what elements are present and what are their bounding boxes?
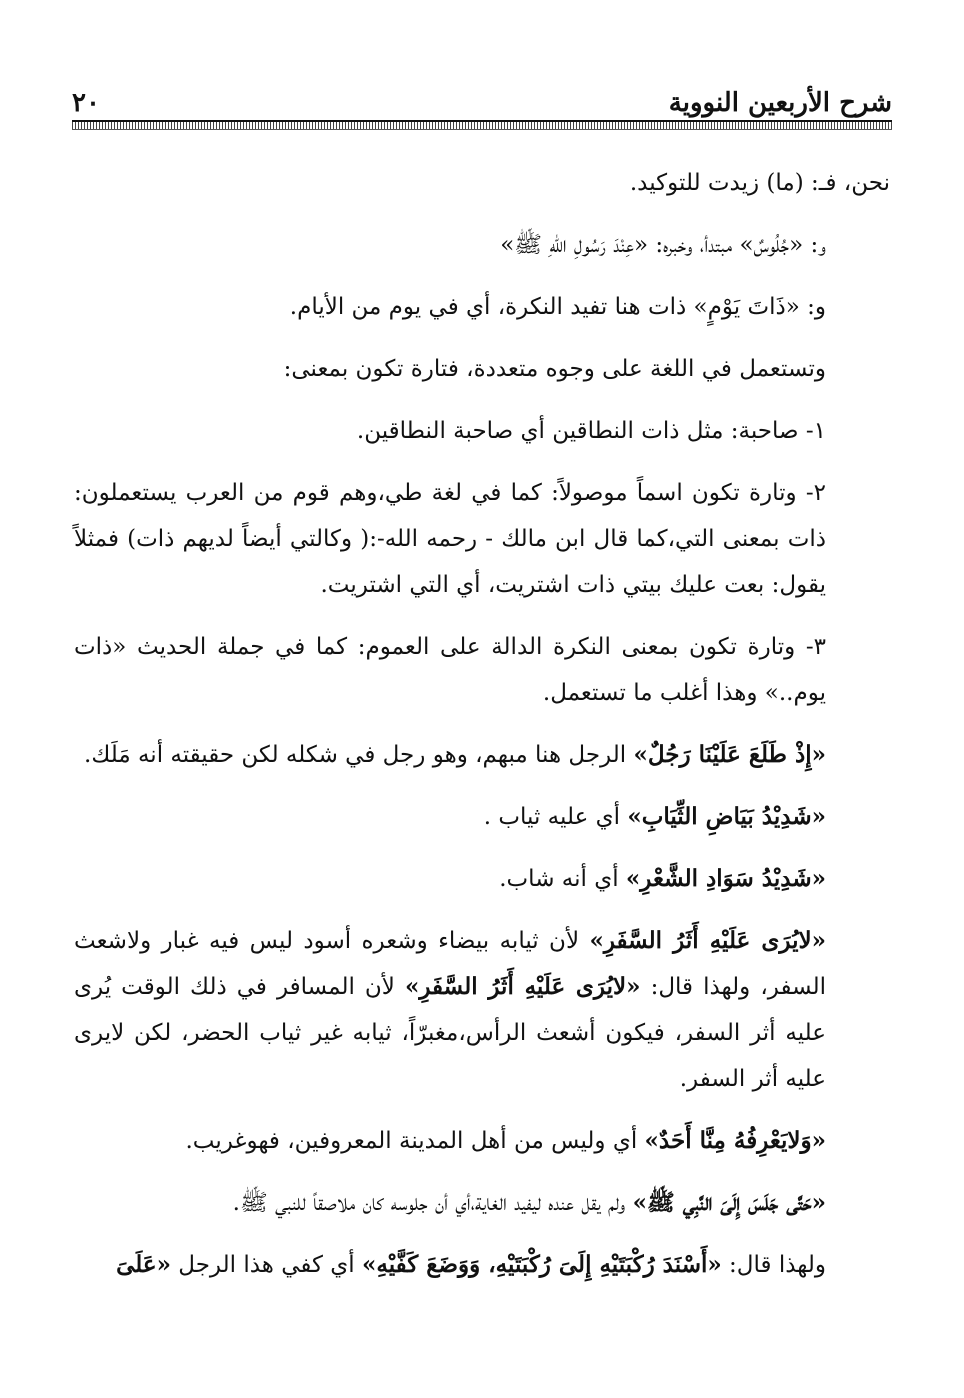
commentary-text: أي كفي هذا الرجل (170, 1252, 363, 1278)
commentary-text: أي أنه شاب. (499, 866, 626, 892)
paragraph-p8 (74, 732, 890, 778)
hadith-quote: «شَدِيْدُ سَوَادِ الشَّعْرِ» (625, 865, 826, 892)
paragraph-p10 (74, 856, 890, 902)
commentary-text: لأن المسافر في ذلك الوقت يُرى عليه أثر السفر، فيكون أشعث الرأس،مغبرّاً، ثيابه غير ثياب الحضر، لكن لايرى عليه أثر السفر. (74, 974, 826, 1092)
commentary-text: و: «جُلُوسٌ» مبتدأ، وخبره: «عِنْدَ رَسُولِ اللهِ ﷺ» (500, 232, 826, 258)
paragraph-p11 (74, 918, 890, 1102)
hadith-quote: «لايُرَى عَلَيْهِ أَثَرُ السَّفَرِ» (404, 973, 641, 1000)
paragraph-p6 (74, 470, 890, 608)
paragraph-p12 (74, 1118, 890, 1164)
paragraph-p7 (74, 624, 890, 716)
paragraph-p3 (74, 284, 890, 330)
commentary-text: لأن ثيابه بيضاء وشعره أسود ليس فيه غبار ولاشعث السفر، ولهذا قال: (74, 928, 826, 1000)
paragraph-p4 (74, 346, 890, 392)
commentary-text: ولهذا قال: (721, 1252, 826, 1278)
book-title: شرح الأربعين النووية (668, 88, 892, 118)
hadith-quote: «شَدِيْدُ بَيَاضِ الثِّيَابِ» (627, 803, 826, 830)
page-body (74, 160, 890, 1304)
hadith-quote: «عَلَىَ (116, 1251, 171, 1278)
header-rule (72, 120, 892, 130)
paragraph-p2 (74, 222, 890, 268)
commentary-text: وتستعمل في اللغة على وجوه متعددة، فتارة تكون بمعنى: (283, 356, 826, 382)
paragraph-p14 (74, 1242, 890, 1288)
paragraph-p13 (74, 1180, 890, 1226)
hadith-quote: «وَلايَعْرِفُهُ مِنَّا أَحَدٌ» (644, 1127, 826, 1154)
commentary-text: ١- صاحبة: مثل ذات النطاقين أي صاحبة النطاقين. (356, 418, 826, 444)
commentary-text: و: «ذَاتَ يَوْمٍ» ذات هنا تفيد النكرة، أي في يوم من الأيام. (289, 294, 826, 320)
commentary-text: ٢- وتارة تكون اسماً موصولاً: كما في لغة طي،وهم قوم من العرب يستعملون: ذات بمعنى التي،كما قال ابن مالك - رحمه الله-:( وكالتي أيضاً لديهم ذات) فمثلاً يقول: بعت عليك بيتي ذات اشتريت، أي التي اشتريت. (74, 480, 826, 598)
hadith-quote: «حَتَّى جَلَسَ إِلَىَ النَّبِي ﷺ» (632, 1189, 826, 1216)
commentary-text: أي وليس من أهل المدينة المعروفين، فهوغريب. (185, 1128, 645, 1154)
page-header (72, 78, 892, 118)
commentary-text: أي عليه ثياب . (483, 804, 628, 830)
page-number: ٢٠ (72, 88, 100, 118)
hadith-quote: «لايُرَى عَلَيْهِ أَثَرُ السَّفَرِ» (589, 927, 826, 954)
paragraph-p5 (74, 408, 890, 454)
commentary-text: نحن، فـ: (ما) زيدت للتوكيد. (629, 170, 890, 196)
commentary-text: ٣- وتارة تكون بمعنى النكرة الدالة على العموم: كما في جملة الحديث «ذات يوم..» وهذا أغلب ما تستعمل. (74, 634, 826, 706)
hadith-quote: «إِذْ طَلَعَ عَلَيْنَا رَجُلٌ» (633, 741, 826, 768)
commentary-text: ولم يقل عنده ليفيد الغاية،أي أن جلوسه كان ملاصقاً للنبي ﷺ. (232, 1190, 633, 1216)
paragraph-p1 (74, 160, 890, 206)
commentary-text: الرجل هنا مبهم، وهو رجل في شكله لكن حقيقته أنه مَلَك. (84, 742, 634, 768)
hadith-quote: «أَسْنَدَ رُكْبَتَيْهِ إِلَىَ رُكْبَتَيْهِ، وَوَضَعَ كَفَّيْهِ» (362, 1251, 722, 1278)
paragraph-p9 (74, 794, 890, 840)
